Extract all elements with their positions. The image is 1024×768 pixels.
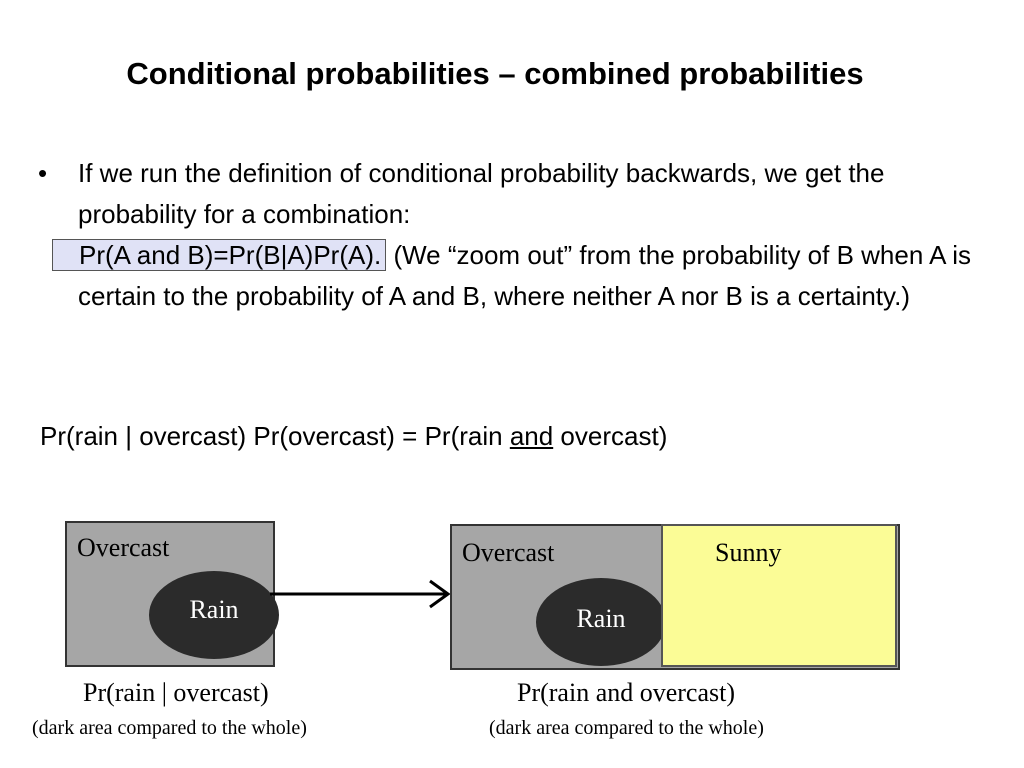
bullet-point xyxy=(28,153,998,317)
equation-right: overcast) xyxy=(553,421,668,451)
highlighted-formula: Pr(A and B)=Pr(B|A)Pr(A). xyxy=(52,239,386,271)
left-subcaption: (dark area compared to the whole) xyxy=(32,717,307,739)
right-rain-ellipse xyxy=(536,578,666,666)
left-overcast-box xyxy=(65,521,275,667)
left-rain-ellipse xyxy=(149,571,279,659)
left-rain-label: Rain xyxy=(189,595,239,624)
bullet-text xyxy=(78,153,998,317)
sunny-label: Sunny xyxy=(715,538,782,567)
bullet-marker: • xyxy=(38,158,48,188)
bullet-explanation: (We “zoom out” from the probability of B when A is certain to the probability of A and B, where neither A nor B is a certainty.) xyxy=(78,240,971,311)
right-rain-label: Rain xyxy=(576,604,626,633)
left-caption: Pr(rain | overcast) xyxy=(83,678,269,707)
right-caption: Pr(rain and overcast) xyxy=(517,678,736,707)
arrow-icon xyxy=(270,578,455,614)
rain-equation xyxy=(40,416,667,456)
sunny-region xyxy=(661,524,897,667)
right-subcaption: (dark area compared to the whole) xyxy=(489,717,764,739)
right-overcast-label: Overcast xyxy=(462,538,555,567)
equation-underlined-and: and xyxy=(509,421,554,451)
slide-title: Conditional probabilities – combined probabilities xyxy=(126,56,864,91)
equation-left: Pr(rain | overcast) Pr(overcast) = Pr(rain xyxy=(40,421,510,451)
bullet-intro: If we run the definition of conditional probability backwards, we get the probability for a combination: xyxy=(78,158,885,229)
left-overcast-label: Overcast xyxy=(77,533,170,562)
